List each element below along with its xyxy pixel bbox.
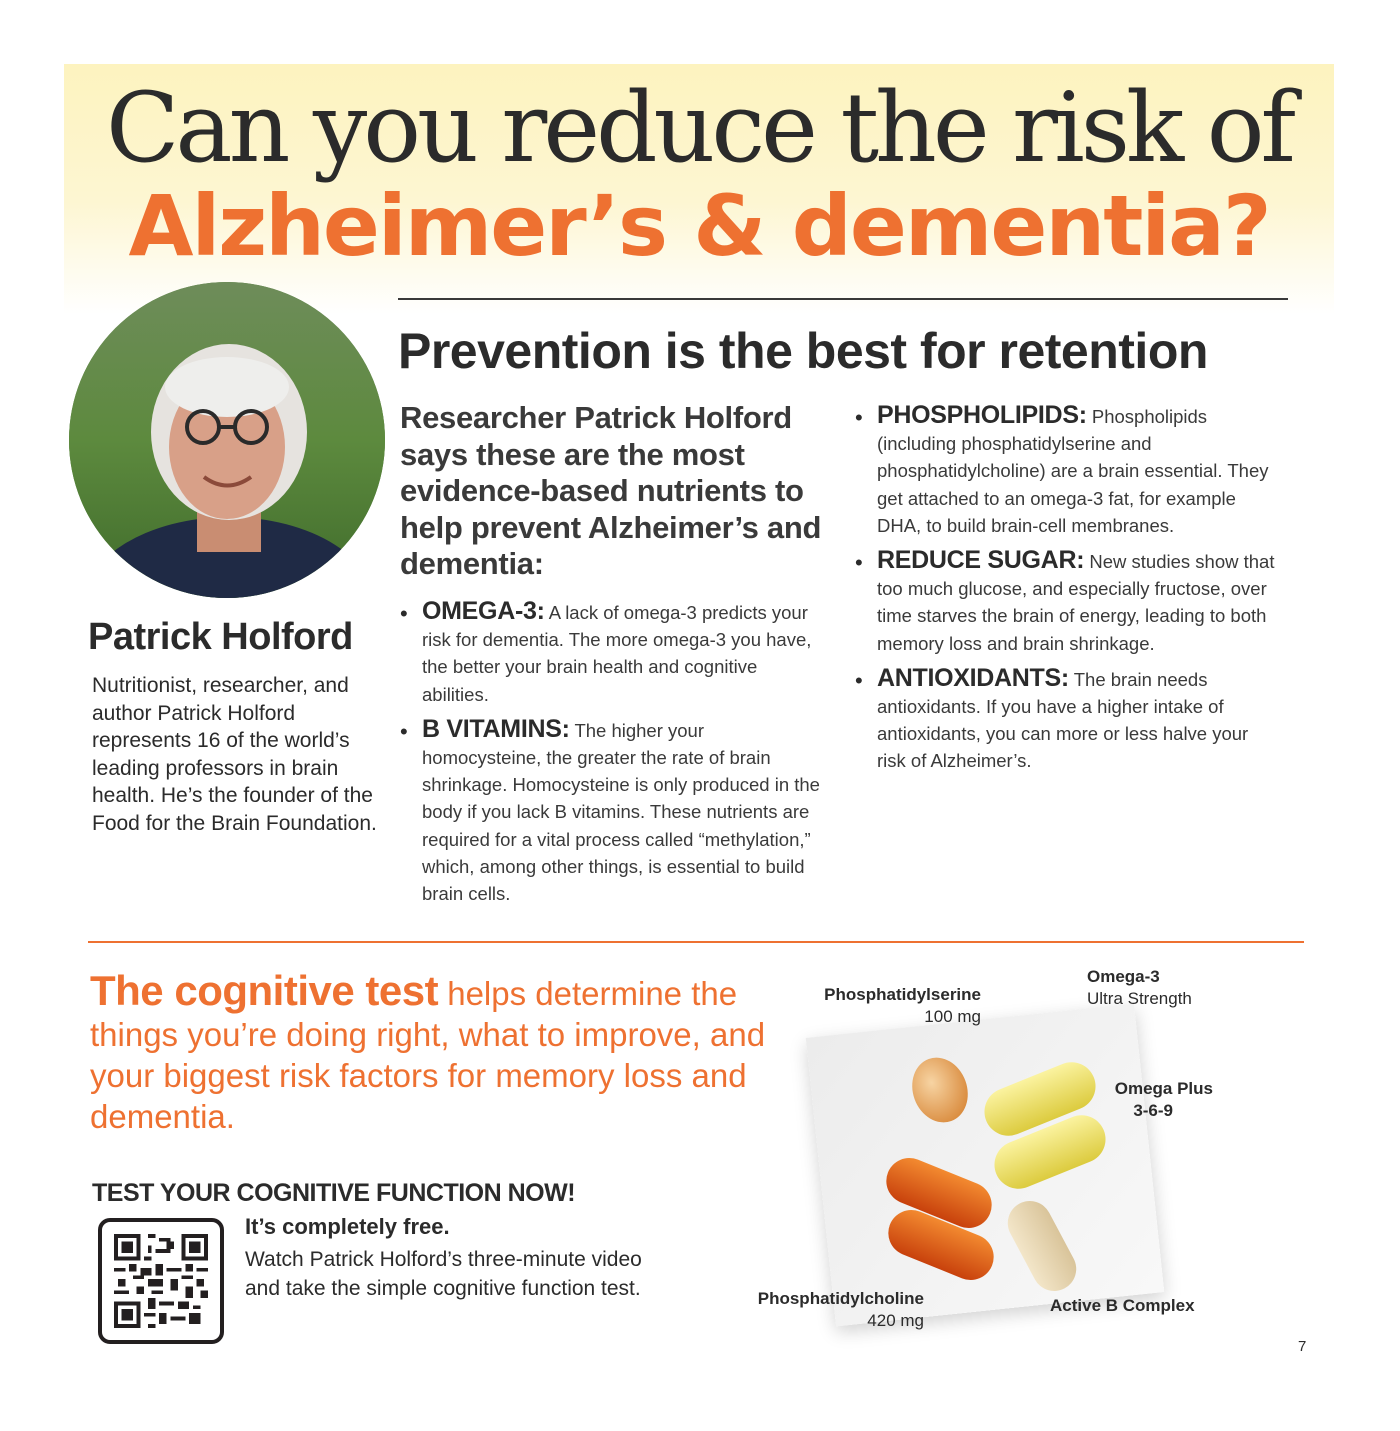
section-intro: Researcher Patrick Holford says these are the most evidence-based nutrients to help prevent Alzheimer’s and dementia: xyxy=(400,400,822,581)
cta-description: Watch Patrick Holford’s three-minute video and take the simple cognitive function test. xyxy=(245,1248,642,1300)
bullet-icon: • xyxy=(855,550,863,576)
section-title: Prevention is the best for retention xyxy=(398,323,1208,379)
nutrient-list-left xyxy=(400,598,820,915)
product-name: Active B Complex xyxy=(1050,1296,1195,1315)
page-number: 7 xyxy=(1298,1338,1307,1355)
cta-heading: TEST YOUR COGNITIVE FUNCTION NOW! xyxy=(92,1179,576,1207)
nutrient-term: PHOSPHOLIPIDS: xyxy=(877,401,1087,429)
nutrient-term: OMEGA-3: xyxy=(422,597,545,625)
divider-top xyxy=(398,298,1288,300)
cognitive-test-rest: helps determine the things you’re doing right, what to improve, and your biggest risk factors for memory loss and dementia. xyxy=(90,975,766,1135)
label-omega-plus xyxy=(1090,1078,1213,1122)
nutrient-text: Phospholipids (including phosphatidylserine and phosphatidylcholine) are a brain essential. They get attached to an omega-3 fat, for example DHA, to build brain-cell membranes. xyxy=(877,406,1269,536)
headline-line2: Alzheimer’s & dementia? xyxy=(128,177,1270,275)
bullet-icon: • xyxy=(400,718,408,744)
bullet-icon: • xyxy=(400,601,408,626)
nutrient-list-right xyxy=(855,402,1275,783)
nutrient-text: A lack of omega-3 predicts your risk for dementia. The more omega-3 you have, the better your brain health and cognitive abilities. xyxy=(422,602,812,705)
nutrient-text: New studies show that too much glucose, and especially fructose, over time starves the brain of energy, leading to both memory loss and brain shrinkage. xyxy=(877,551,1275,654)
list-item xyxy=(855,547,1275,657)
list-item xyxy=(855,402,1275,539)
nutrient-text: The higher your homocysteine, the greater the rate of brain shrinkage. Homocysteine is only produced in the body if you lack B vitamins. These nutrients are required for a vital process called “methylation,” which, among other things, is essential to build brain cells. xyxy=(422,719,820,905)
list-item xyxy=(400,716,820,907)
bullet-icon: • xyxy=(855,405,863,430)
nutrient-term: ANTIOXIDANTS: xyxy=(877,663,1069,692)
cognitive-test-blurb xyxy=(90,967,770,1137)
nutrient-term: REDUCE SUGAR: xyxy=(877,546,1085,575)
product-dose: 100 mg xyxy=(924,1007,981,1026)
label-omega3 xyxy=(1087,966,1192,1010)
b-complex-capsule xyxy=(1000,1193,1084,1298)
divider-middle xyxy=(88,941,1304,943)
author-portrait xyxy=(69,282,385,598)
list-item xyxy=(400,598,820,708)
supplement-capsules xyxy=(820,1020,1170,1320)
label-phosphatidylserine xyxy=(800,984,981,1028)
product-name: Phosphatidylserine xyxy=(824,985,981,1004)
bullet-icon: • xyxy=(855,667,863,693)
nutrient-text: The brain needs antioxidants. If you have a higher intake of antioxidants, you can more or less halve your risk of Alzheimer’s. xyxy=(877,668,1249,772)
author-bio: Nutritionist, researcher, and author Patrick Holford represents 16 of the world’s leading professors in brain health. He’s the founder of the Food for the Brain Foundation. xyxy=(92,674,377,835)
product-subtitle: 3-6-9 xyxy=(1133,1101,1173,1120)
phosphatidylserine-capsule xyxy=(903,1050,976,1130)
cognitive-test-lead: The cognitive test xyxy=(90,967,439,1014)
author-name: Patrick Holford xyxy=(88,616,353,658)
product-name: Omega Plus xyxy=(1114,1079,1213,1098)
label-b-complex xyxy=(1050,1295,1195,1317)
product-dose: 420 mg xyxy=(867,1311,924,1330)
product-subtitle: Ultra Strength xyxy=(1087,989,1192,1008)
product-name: Phosphatidylcholine xyxy=(757,1289,924,1308)
headline-line1: Can you reduce the risk of xyxy=(105,72,1293,184)
label-phosphatidylcholine xyxy=(730,1288,924,1332)
nutrient-term: B VITAMINS: xyxy=(422,714,570,743)
cta-free-note: It’s completely free. xyxy=(245,1214,450,1239)
list-item xyxy=(855,665,1275,775)
product-name: Omega-3 xyxy=(1087,967,1160,986)
qr-code[interactable] xyxy=(98,1218,224,1344)
